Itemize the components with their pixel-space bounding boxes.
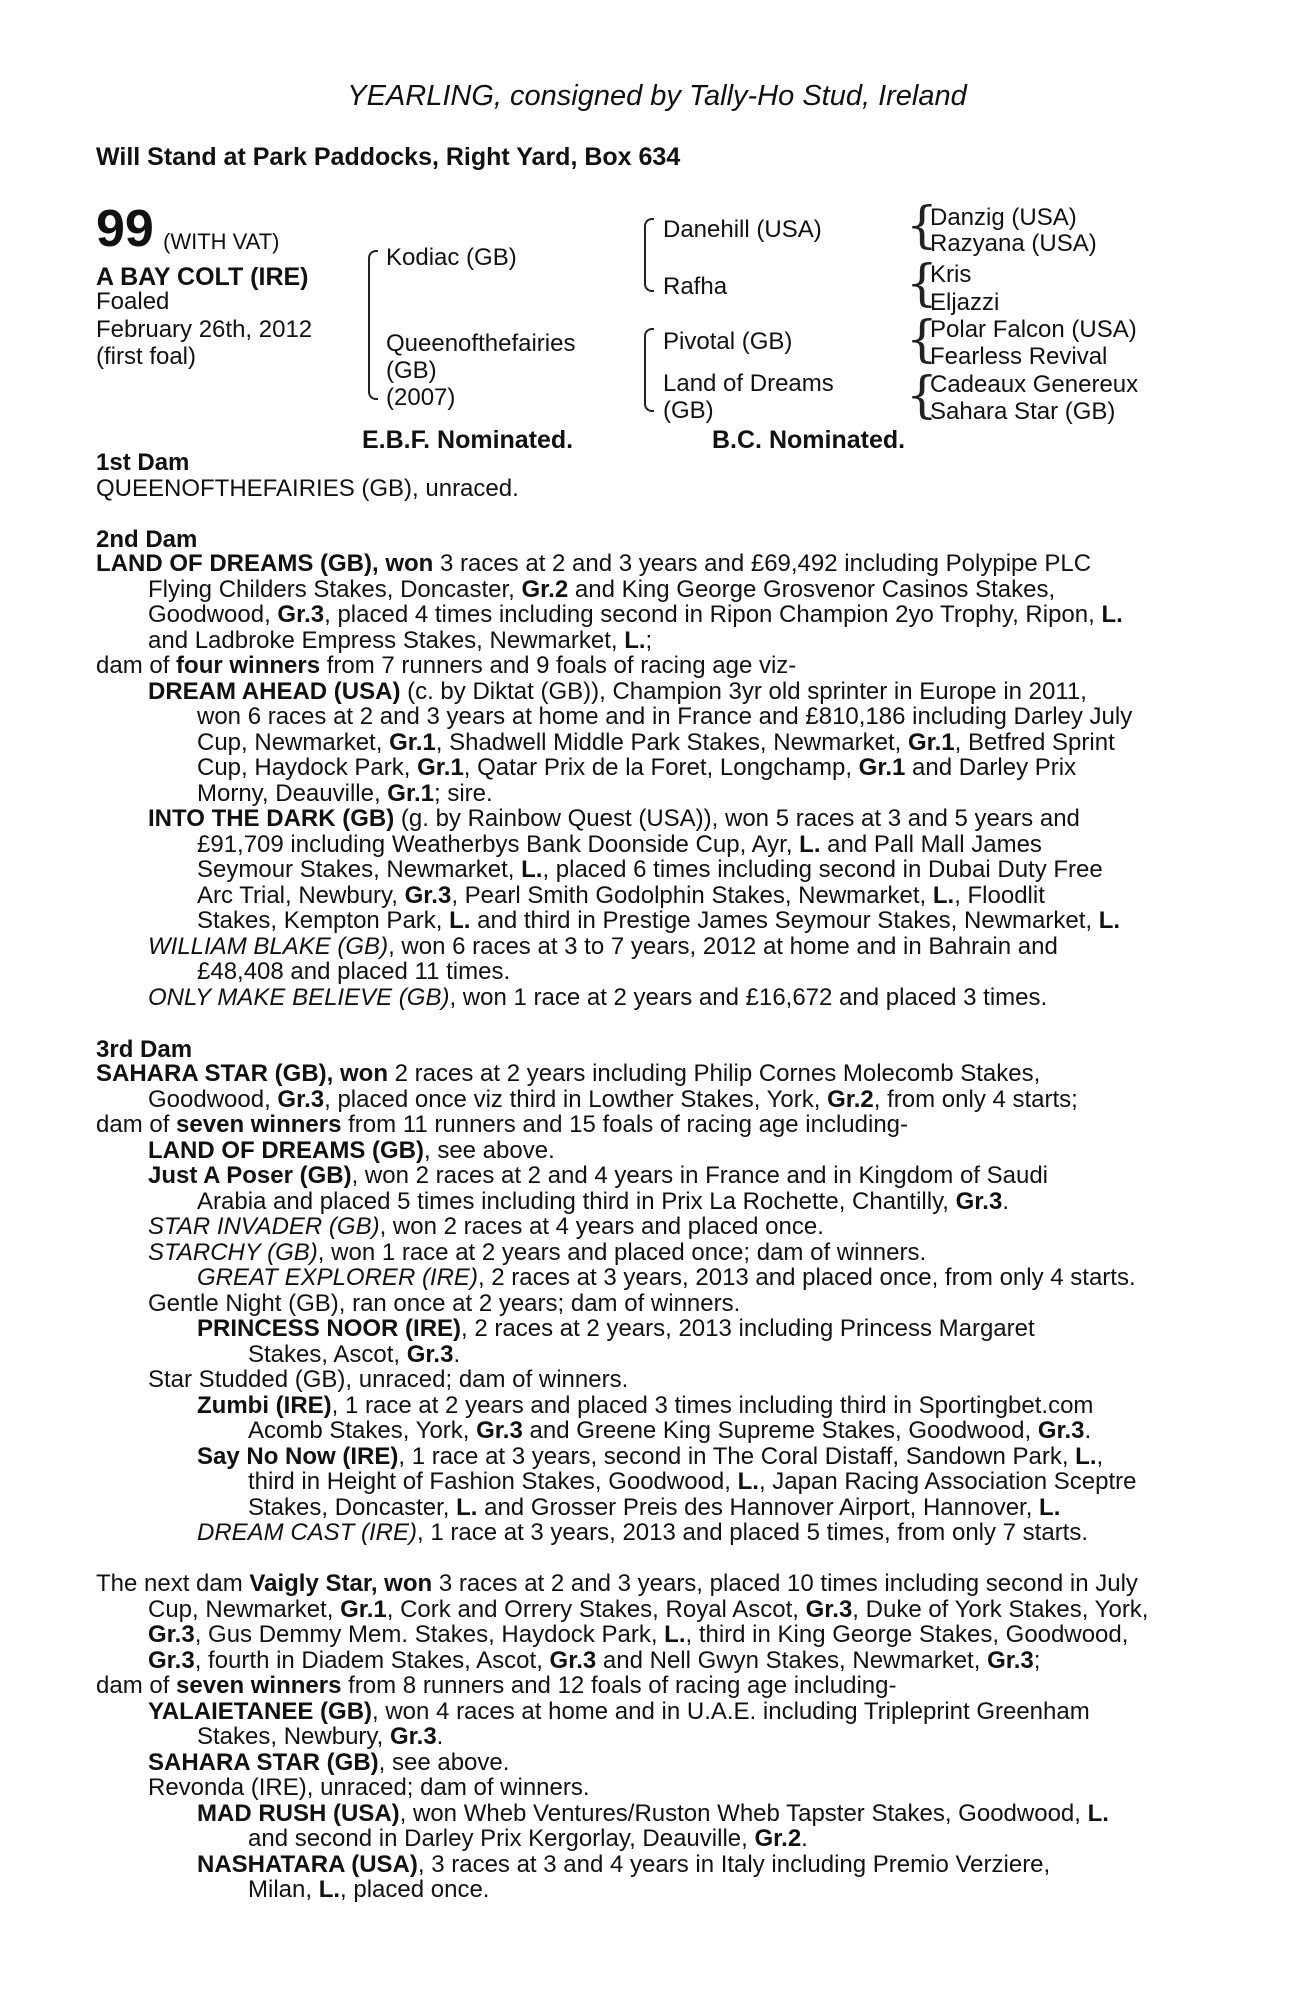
horse-name: STAR INVADER (GB) xyxy=(148,1213,380,1240)
progeny-dream-ahead-5: Morny, Deauville, Gr.1; sire. xyxy=(197,780,493,807)
first-dam-heading: 1st Dam xyxy=(96,449,190,476)
pedigree-brace-3c: { xyxy=(906,310,938,368)
progeny-dream-ahead-2: won 6 races at 2 and 3 years at home and in France and £810,186 including Darley July xyxy=(197,703,1133,730)
horse-name: MAD RUSH (USA) xyxy=(197,1800,400,1827)
progeny-dream-ahead-1: DREAM AHEAD (USA) (c. by Diktat (GB)), Champion 3yr old sprinter in Europe in 2011, xyxy=(148,678,1087,705)
horse-name: ONLY MAKE BELIEVE (GB) xyxy=(148,984,450,1011)
horse-name: NASHATARA (USA) xyxy=(197,1851,418,1878)
bc-nominated: B.C. Nominated. xyxy=(712,426,906,454)
stand-location: Will Stand at Park Paddocks, Right Yard, Box 634 xyxy=(96,143,681,171)
progeny-into-the-dark-4: Arc Trial, Newbury, Gr.3, Pearl Smith Godolphin Stakes, Newmarket, L., Floodlit xyxy=(197,882,1045,909)
progeny-say-no-now-2: third in Height of Fashion Stakes, Goodwood, L., Japan Racing Association Sceptre xyxy=(248,1468,1137,1495)
progeny-great-explorer: GREAT EXPLORER (IRE), 2 races at 3 years, 2013 and placed once, from only 4 starts. xyxy=(197,1264,1136,1291)
horse-name: WILLIAM BLAKE (GB) xyxy=(148,933,389,960)
second-dam-line-2: Flying Childers Stakes, Doncaster, Gr.2 and King George Grosvenor Casinos Stakes, xyxy=(148,576,1056,603)
progeny-dream-cast: DREAM CAST (IRE), 1 race at 3 years, 2013 and placed 5 times, from only 7 starts. xyxy=(197,1519,1089,1546)
horse-name: DREAM AHEAD (USA) xyxy=(148,678,401,705)
pedigree-brace-sire-side xyxy=(644,218,654,292)
next-dam-line-1: The next dam Vaigly Star, won 3 races at 2 and 3 years, placed 10 times including second in July xyxy=(96,1570,1138,1597)
pedigree-sdd: Eljazzi xyxy=(930,289,1000,316)
progeny-nashatara-2: Milan, L., placed once. xyxy=(248,1876,490,1903)
page-title: YEARLING, consigned by Tally-Ho Stud, Ireland xyxy=(347,80,967,112)
second-dam-line-5: dam of four winners from 7 runners and 9 foals of racing age viz- xyxy=(96,652,797,679)
foaled-date: February 26th, 2012 xyxy=(96,316,313,343)
pedigree-dam-line3: (2007) xyxy=(386,384,456,411)
progeny-starchy: STARCHY (GB), won 1 race at 2 years and placed once; dam of winners. xyxy=(148,1239,927,1266)
pedigree-brace-3d: { xyxy=(906,366,938,424)
progeny-into-the-dark-3: Seymour Stakes, Newmarket, L., placed 6 times including second in Dubai Duty Free xyxy=(197,856,1103,883)
next-dam-line-5: dam of seven winners from 8 runners and 12 foals of racing age including- xyxy=(96,1672,897,1699)
pedigree-dam-sire: Pivotal (GB) xyxy=(663,328,793,355)
second-dam-line-1: LAND OF DREAMS (GB), won 3 races at 2 and 3 years and £69,492 including Polypipe PLC xyxy=(96,550,1092,577)
horse-name: PRINCESS NOOR (IRE) xyxy=(197,1315,462,1342)
pedigree-dam-dam-line1: Land of Dreams xyxy=(663,370,834,397)
progeny-star-invader: STAR INVADER (GB), won 2 races at 4 years and placed once. xyxy=(148,1213,824,1240)
horse-name: SAHARA STAR (GB) xyxy=(148,1749,379,1776)
progeny-say-no-now-1: Say No Now (IRE), 1 race at 3 years, second in The Coral Distaff, Sandown Park, L., xyxy=(197,1443,1104,1470)
progeny-dream-ahead-4: Cup, Haydock Park, Gr.1, Qatar Prix de la Foret, Longchamp, Gr.1 and Darley Prix xyxy=(197,754,1077,781)
pedigree-brace-3b: { xyxy=(906,254,938,312)
progeny-princess-noor-1: PRINCESS NOOR (IRE), 2 races at 2 years, 2013 including Princess Margaret xyxy=(197,1315,1035,1342)
horse-name: STARCHY (GB) xyxy=(148,1239,318,1266)
progeny-gentle-night: Gentle Night (GB), ran once at 2 years; dam of winners. xyxy=(148,1290,741,1317)
pedigree-dam-line1: Queenofthefairies xyxy=(386,330,576,357)
second-dam-heading: 2nd Dam xyxy=(96,526,198,553)
horse-name: INTO THE DARK (GB) xyxy=(148,805,395,832)
pedigree-ddd: Sahara Star (GB) xyxy=(930,398,1116,425)
pedigree-dsd: Fearless Revival xyxy=(930,343,1108,370)
vat-note: (WITH VAT) xyxy=(163,229,280,254)
pedigree-brace-gen1 xyxy=(368,250,378,400)
third-dam-line-2: Goodwood, Gr.3, placed once viz third in Lowther Stakes, York, Gr.2, from only 4 starts; xyxy=(148,1086,1078,1113)
foal-note: (first foal) xyxy=(96,343,197,370)
progeny-nashatara-1: NASHATARA (USA), 3 races at 3 and 4 years in Italy including Premio Verziere, xyxy=(197,1851,1051,1878)
horse-name: LAND OF DREAMS (GB) xyxy=(148,1137,424,1164)
pedigree-sire: Kodiac (GB) xyxy=(386,244,517,271)
progeny-sahara-star: SAHARA STAR (GB), see above. xyxy=(148,1749,510,1776)
progeny-mad-rush-1: MAD RUSH (USA), won Wheb Ventures/Ruston Wheb Tapster Stakes, Goodwood, L. xyxy=(197,1800,1109,1827)
pedigree-sire-sire: Danehill (USA) xyxy=(663,216,822,243)
pedigree-dam-line2: (GB) xyxy=(386,357,437,384)
pedigree-brace-dam-side xyxy=(644,328,654,412)
ebf-nominated: E.B.F. Nominated. xyxy=(362,426,574,454)
third-dam-heading: 3rd Dam xyxy=(96,1036,193,1063)
horse-name: DREAM CAST (IRE) xyxy=(197,1519,418,1546)
progeny-william-blake-2: £48,408 and placed 11 times. xyxy=(197,958,511,985)
horse-name: Zumbi (IRE) xyxy=(197,1392,332,1419)
first-dam-text: QUEENOFTHEFAIRIES (GB), unraced. xyxy=(96,475,519,502)
progeny-land-of-dreams: LAND OF DREAMS (GB), see above. xyxy=(148,1137,555,1164)
pedigree-dam-dam-line2: (GB) xyxy=(663,397,714,424)
progeny-just-a-poser-2: Arabia and placed 5 times including third in Prix La Rochette, Chantilly, Gr.3. xyxy=(197,1188,1009,1215)
progeny-zumbi-2: Acomb Stakes, York, Gr.3 and Greene King Supreme Stakes, Goodwood, Gr.3. xyxy=(248,1417,1092,1444)
horse-name: SAHARA STAR (GB) xyxy=(96,1060,327,1087)
pedigree-dss: Polar Falcon (USA) xyxy=(930,316,1137,343)
pedigree-brace-3a: { xyxy=(906,196,938,254)
next-dam-line-3: Gr.3, Gus Demmy Mem. Stakes, Haydock Park, L., third in King George Stakes, Goodwood, xyxy=(148,1621,1129,1648)
progeny-into-the-dark-1: INTO THE DARK (GB) (g. by Rainbow Quest (USA)), won 5 races at 3 and 5 years and xyxy=(148,805,1080,832)
horse-name: LAND OF DREAMS (GB) xyxy=(96,550,372,577)
horse-name: Say No Now (IRE) xyxy=(197,1443,399,1470)
foaled-label: Foaled xyxy=(96,288,170,315)
second-dam-line-3: Goodwood, Gr.3, placed 4 times including second in Ripon Champion 2yo Trophy, Ripon, L. xyxy=(148,601,1123,628)
horse-name: YALAIETANEE (GB) xyxy=(148,1698,373,1725)
third-dam-line-3: dam of seven winners from 11 runners and 15 foals of racing age including- xyxy=(96,1111,909,1138)
progeny-only-make-believe: ONLY MAKE BELIEVE (GB), won 1 race at 2 years and £16,672 and placed 3 times. xyxy=(148,984,1048,1011)
next-dam-line-4: Gr.3, fourth in Diadem Stakes, Ascot, Gr.3 and Nell Gwyn Stakes, Newmarket, Gr.3; xyxy=(148,1647,1041,1674)
progeny-dream-ahead-3: Cup, Newmarket, Gr.1, Shadwell Middle Park Stakes, Newmarket, Gr.1, Betfred Sprint xyxy=(197,729,1115,756)
progeny-zumbi-1: Zumbi (IRE), 1 race at 2 years and placed 3 times including third in Sportingbet.com xyxy=(197,1392,1094,1419)
progeny-into-the-dark-2: £91,709 including Weatherbys Bank Doonside Cup, Ayr, L. and Pall Mall James xyxy=(197,831,1042,858)
next-dam-line-2: Cup, Newmarket, Gr.1, Cork and Orrery Stakes, Royal Ascot, Gr.3, Duke of York Stakes, York, xyxy=(148,1596,1149,1623)
pedigree-ssd: Razyana (USA) xyxy=(930,230,1097,257)
progeny-yalaietanee-2: Stakes, Newbury, Gr.3. xyxy=(197,1723,444,1750)
progeny-into-the-dark-5: Stakes, Kempton Park, L. and third in Prestige James Seymour Stakes, Newmarket, L. xyxy=(197,907,1121,934)
progeny-mad-rush-2: and second in Darley Prix Kergorlay, Deauville, Gr.2. xyxy=(248,1825,808,1852)
progeny-princess-noor-2: Stakes, Ascot, Gr.3. xyxy=(248,1341,461,1368)
lot-number: 99 xyxy=(96,200,154,258)
progeny-star-studded: Star Studded (GB), unraced; dam of winners. xyxy=(148,1366,629,1393)
horse-name: GREAT EXPLORER (IRE) xyxy=(197,1264,478,1291)
progeny-yalaietanee-1: YALAIETANEE (GB), won 4 races at home and in U.A.E. including Tripleprint Greenham xyxy=(148,1698,1090,1725)
progeny-say-no-now-3: Stakes, Doncaster, L. and Grosser Preis des Hannover Airport, Hannover, L. xyxy=(248,1494,1061,1521)
progeny-william-blake-1: WILLIAM BLAKE (GB), won 6 races at 3 to 7 years, 2012 at home and in Bahrain and xyxy=(148,933,1058,960)
horse-name: Just A Poser (GB) xyxy=(148,1162,352,1189)
second-dam-line-4: and Ladbroke Empress Stakes, Newmarket, L.; xyxy=(148,627,653,654)
pedigree-sire-dam: Rafha xyxy=(663,273,728,300)
pedigree-sds: Kris xyxy=(930,261,972,288)
horse-name: Vaigly Star xyxy=(249,1570,371,1597)
third-dam-line-1: SAHARA STAR (GB), won 2 races at 2 years including Philip Cornes Molecomb Stakes, xyxy=(96,1060,1041,1087)
progeny-revonda: Revonda (IRE), unraced; dam of winners. xyxy=(148,1774,590,1801)
pedigree-sss: Danzig (USA) xyxy=(930,204,1077,231)
progeny-just-a-poser-1: Just A Poser (GB), won 2 races at 2 and 4 years in France and in Kingdom of Saudi xyxy=(148,1162,1049,1189)
lot-name: A BAY COLT (IRE) xyxy=(96,263,309,291)
pedigree-dds: Cadeaux Genereux xyxy=(930,371,1139,398)
